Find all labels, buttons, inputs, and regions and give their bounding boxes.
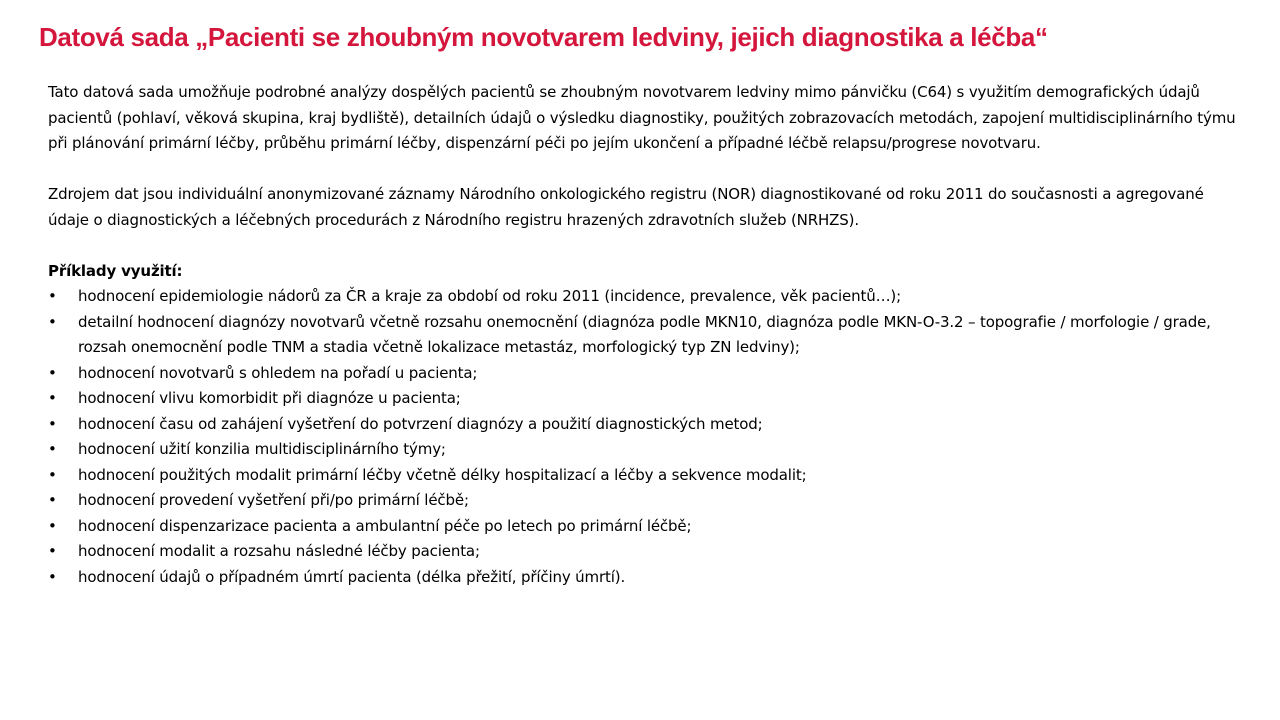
paragraph-spacer bbox=[48, 233, 1248, 259]
list-item-text: hodnocení použitých modalit primární léčby včetně délky hospitalizací a léčby a sekvence modalit; bbox=[78, 465, 807, 484]
bullet-icon: • bbox=[48, 414, 57, 433]
list-item bbox=[48, 386, 1248, 412]
bullet-icon: • bbox=[48, 542, 57, 560]
list-item-text: hodnocení údajů o případném úmrtí pacienta (délka přežití, příčiny úmrtí). bbox=[78, 567, 626, 586]
bullet-icon: • bbox=[48, 389, 57, 407]
bullet-icon: • bbox=[48, 312, 57, 331]
examples-heading: Příklady využití: bbox=[48, 261, 183, 280]
bullet-icon: • bbox=[48, 491, 57, 509]
paragraph-spacer bbox=[48, 157, 1248, 183]
list-item bbox=[48, 412, 1248, 438]
bullet-icon: • bbox=[48, 516, 57, 535]
slide-title: Datová sada „Pacienti se zhoubným novotvarem ledviny, jejich diagnostika a léčba“ bbox=[39, 22, 1048, 52]
list-item bbox=[48, 488, 1248, 514]
list-item bbox=[48, 437, 1248, 463]
list-item-text: hodnocení provedení vyšetření při/po primární léčbě; bbox=[78, 491, 469, 509]
bullet-icon: • bbox=[48, 567, 57, 586]
list-item bbox=[48, 463, 1248, 489]
examples-list bbox=[48, 284, 1248, 590]
list-item-text: hodnocení času od zahájení vyšetření do potvrzení diagnózy a použití diagnostických metod; bbox=[78, 414, 763, 433]
data-source-paragraph: Zdrojem dat jsou individuální anonymizované záznamy Národního onkologického registru (NOR) diagnostikované od roku 2011 do současnosti a agregované údaje o diagnostických a léčebných procedurách z Národního registru hrazených zdravotních služeb (NRHZS). bbox=[48, 185, 1204, 229]
bullet-icon: • bbox=[48, 440, 57, 458]
list-item-text: hodnocení modalit a rozsahu následné léčby pacienta; bbox=[78, 542, 480, 560]
list-item bbox=[48, 361, 1248, 387]
list-item-text: hodnocení dispenzarizace pacienta a ambulantní péče po letech po primární léčbě; bbox=[78, 516, 692, 535]
list-item bbox=[48, 310, 1248, 361]
list-item-text: hodnocení užití konzilia multidisciplinárního týmy; bbox=[78, 440, 446, 458]
list-item-text: hodnocení vlivu komorbidit při diagnóze u pacienta; bbox=[78, 389, 461, 407]
bullet-icon: • bbox=[48, 465, 57, 484]
list-item-text: hodnocení epidemiologie nádorů za ČR a kraje za období od roku 2011 (incidence, prevalence, věk pacientů…); bbox=[78, 287, 902, 305]
description-paragraph: Tato datová sada umožňuje podrobné analýzy dospělých pacientů se zhoubným novotvarem ledviny mimo pánvičku (C64) s využitím demografických údajů pacientů (pohlaví, věková skupina, kraj bydliště), detailních údajů o výsledku diagnostiky, použitých zobrazovacích metodách, zapojení multidisciplinárního týmu při plánování primární léčby, průběhu primární léčby, dispenzární péči po jejím ukončení a případné léčbě relapsu/progrese novotvaru. bbox=[48, 83, 1236, 152]
list-item bbox=[48, 514, 1248, 540]
bullet-icon: • bbox=[48, 287, 57, 305]
list-item bbox=[48, 284, 1248, 310]
list-item-text: detailní hodnocení diagnózy novotvarů včetně rozsahu onemocnění (diagnóza podle MKN10, diagnóza podle MKN-O-3.2 – topografie / morfologie / grade, rozsah onemocnění podle TNM a stadia včetně lokalizace metastáz, morfologický typ ZN ledviny); bbox=[78, 312, 1211, 356]
bullet-icon: • bbox=[48, 363, 57, 382]
slide-content bbox=[48, 80, 1248, 590]
list-item bbox=[48, 539, 1248, 565]
list-item-text: hodnocení novotvarů s ohledem na pořadí u pacienta; bbox=[78, 363, 478, 382]
list-item bbox=[48, 565, 1248, 591]
